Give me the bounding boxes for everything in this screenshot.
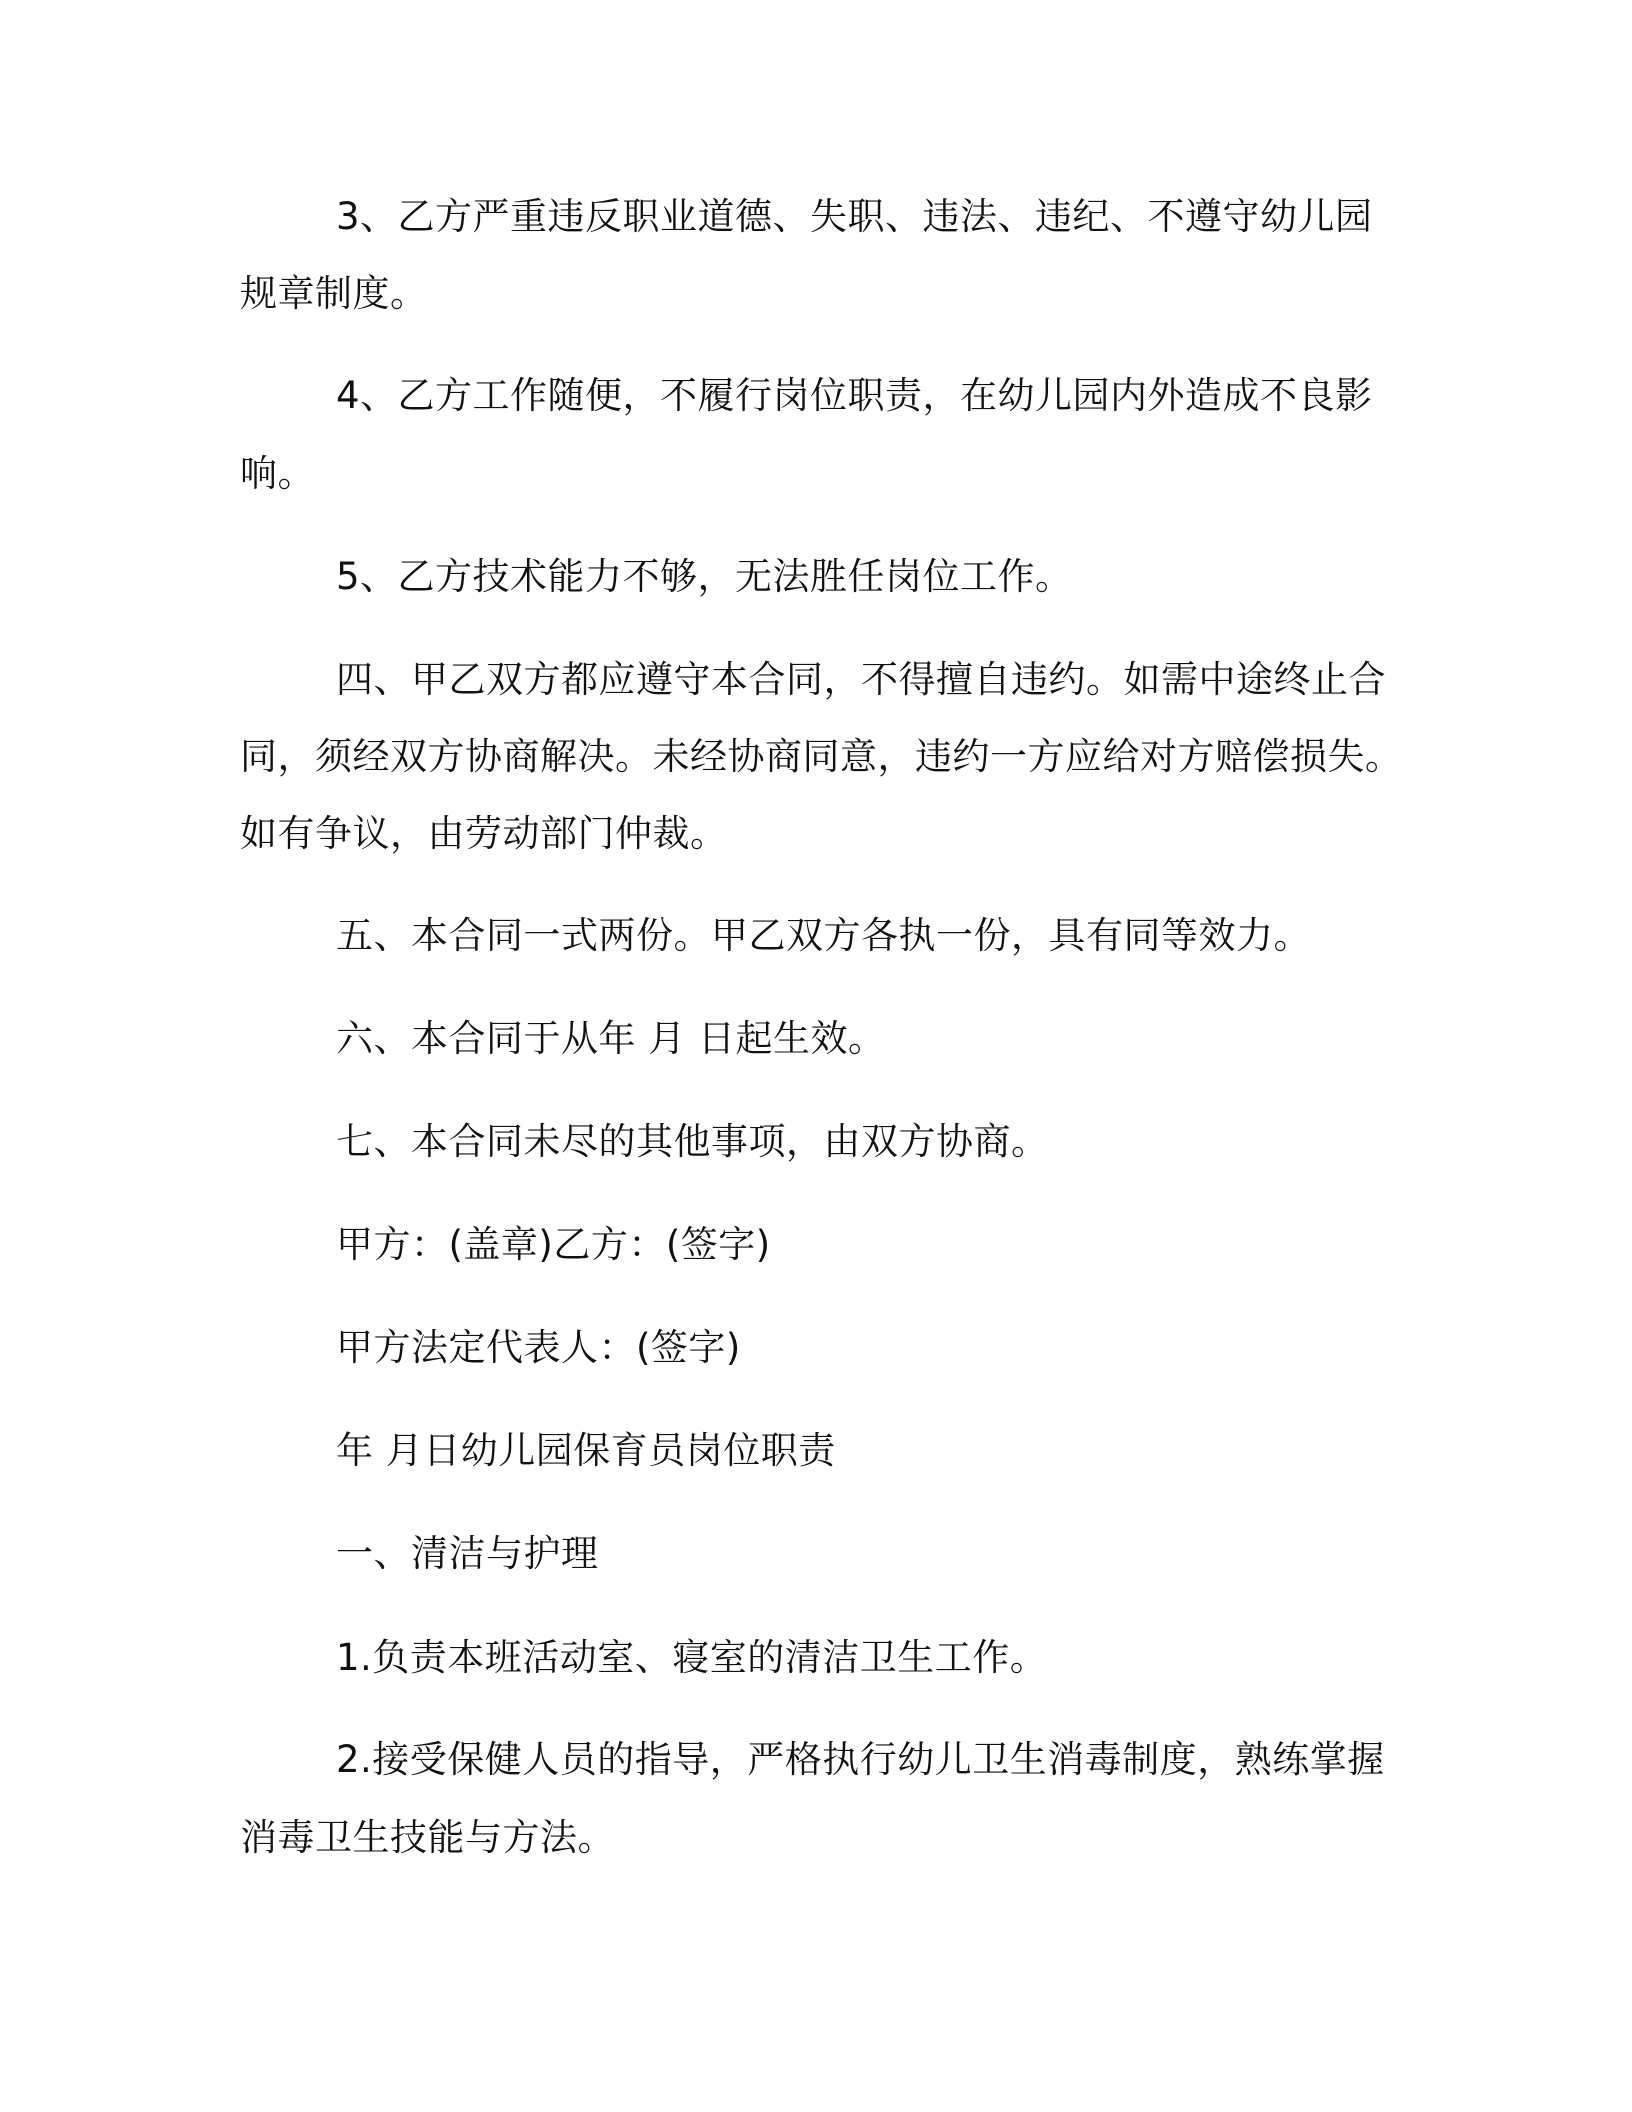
legal-representative-line: 甲方法定代表人：(签字) [336,1326,741,1369]
clause-3-line-2: 规章制度。 [240,272,428,315]
section-4-line-3: 如有争议，由劳动部门仲裁。 [240,812,728,855]
date-and-title-line: 年 月日幼儿园保育员岗位职责 [336,1429,836,1472]
section-4-line-2: 同，须经双方协商解决。未经协商同意，违约一方应给对方赔偿损失。 [240,735,1403,778]
duty-2-line-1: 2.接受保健人员的指导，严格执行幼儿卫生消毒制度，熟练掌握 [336,1738,1385,1781]
section-6-line: 六、本合同于从年 月 日起生效。 [336,1017,886,1060]
clause-4-line-1: 4、乙方工作随便，不履行岗位职责，在幼儿园内外造成不良影 [336,374,1373,417]
section-7-line: 七、本合同未尽的其他事项，由双方协商。 [336,1120,1049,1163]
clause-4-line-2: 响。 [240,452,315,495]
signature-party-line: 甲方：(盖章)乙方：(签字) [336,1223,771,1266]
clause-5-line: 5、乙方技术能力不够，无法胜任岗位工作。 [336,555,1073,598]
clause-3-line-1: 3、乙方严重违反职业道德、失职、违法、违纪、不遵守幼儿园 [336,195,1373,238]
heading-cleaning-care: 一、清洁与护理 [336,1532,599,1575]
section-4-line-1: 四、甲乙双方都应遵守本合同，不得擅自违约。如需中途终止合 [336,658,1386,701]
duty-1-line: 1.负责本班活动室、寝室的清洁卫生工作。 [336,1636,1048,1679]
duty-2-line-2: 消毒卫生技能与方法。 [240,1816,615,1859]
section-5-line: 五、本合同一式两份。甲乙双方各执一份，具有同等效力。 [336,914,1311,957]
